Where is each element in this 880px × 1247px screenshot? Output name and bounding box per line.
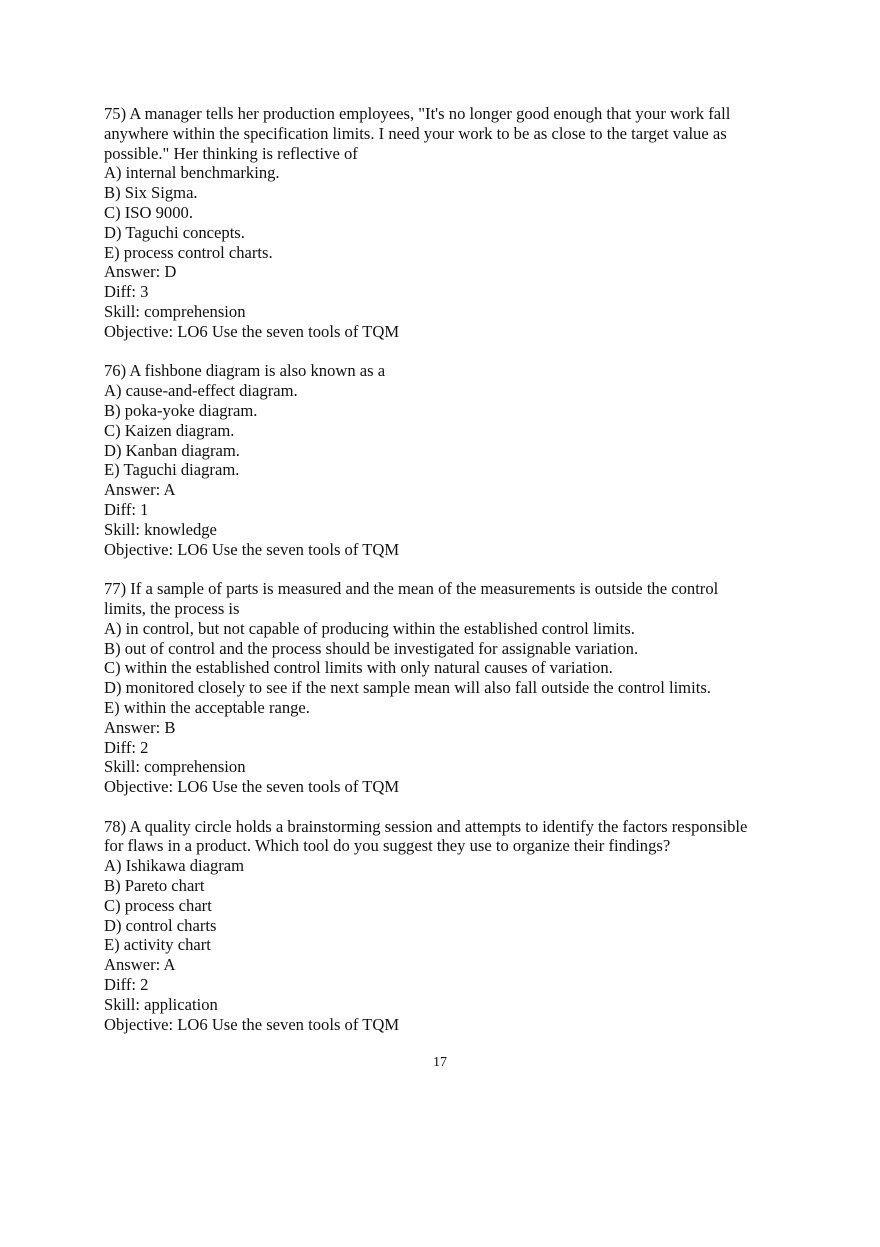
question-prompt-line: 78) A quality circle holds a brainstorming session and attempts to identify the factors responsible [104,816,748,836]
difficulty-level: Diff: 2 [104,975,149,995]
answer-key: Answer: A [104,480,176,500]
answer-option: A) in control, but not capable of producing within the established control limits. [104,618,635,638]
question-prompt-line: 77) If a sample of parts is measured and the mean of the measurements is outside the control [104,579,719,599]
answer-option: C) within the established control limits with only natural causes of variation. [104,658,613,678]
answer-option: C) process chart [104,895,212,915]
answer-option: B) Pareto chart [104,876,205,896]
question-list [104,104,794,1054]
question-prompt-line: 75) A manager tells her production employees, "It's no longer good enough that your work fall [104,104,731,123]
question-prompt-line: anywhere within the specification limits. I need your work to be as close to the target value as [104,123,727,143]
question-prompt-line: limits, the process is [104,598,240,618]
question-block [104,104,794,342]
learning-objective: Objective: LO6 Use the seven tools of TQM [104,539,400,559]
difficulty-level: Diff: 1 [104,499,149,519]
learning-objective: Objective: LO6 Use the seven tools of TQM [104,321,400,341]
question-prompt-line: for flaws in a product. Which tool do you suggest they use to organize their findings? [104,836,671,856]
answer-option: E) Taguchi diagram. [104,460,240,480]
answer-option: E) process control charts. [104,242,273,262]
skill-type: Skill: comprehension [104,757,246,777]
skill-type: Skill: application [104,994,218,1014]
answer-option: B) out of control and the process should be investigated for assignable variation. [104,638,639,658]
answer-option: E) activity chart [104,935,211,955]
answer-option: D) Kanban diagram. [104,440,240,460]
answer-option: A) cause-and-effect diagram. [104,381,298,401]
question-prompt-line: possible." Her thinking is reflective of [104,143,358,163]
question-prompt-line: 76) A fishbone diagram is also known as a [104,361,386,381]
answer-key: Answer: D [104,262,177,282]
answer-option: E) within the acceptable range. [104,697,310,717]
question-block [104,361,794,559]
difficulty-level: Diff: 3 [104,282,149,302]
difficulty-level: Diff: 2 [104,737,149,757]
answer-option: B) poka-yoke diagram. [104,400,258,420]
learning-objective: Objective: LO6 Use the seven tools of TQM [104,777,400,797]
answer-option: D) monitored closely to see if the next sample mean will also fall outside the control limits. [104,678,711,698]
answer-option: C) ISO 9000. [104,202,193,222]
answer-option: C) Kaizen diagram. [104,420,235,440]
question-block [104,579,794,797]
answer-option: A) internal benchmarking. [104,163,280,183]
skill-type: Skill: knowledge [104,519,217,539]
answer-option: D) control charts [104,915,217,935]
answer-option: A) Ishikawa diagram [104,856,245,876]
page-number: 17 [433,1055,447,1070]
skill-type: Skill: comprehension [104,301,246,321]
learning-objective: Objective: LO6 Use the seven tools of TQM [104,1014,400,1034]
answer-key: Answer: B [104,717,176,737]
answer-option: D) Taguchi concepts. [104,222,245,242]
question-block [104,817,794,1035]
answer-key: Answer: A [104,955,176,975]
answer-option: B) Six Sigma. [104,183,198,203]
